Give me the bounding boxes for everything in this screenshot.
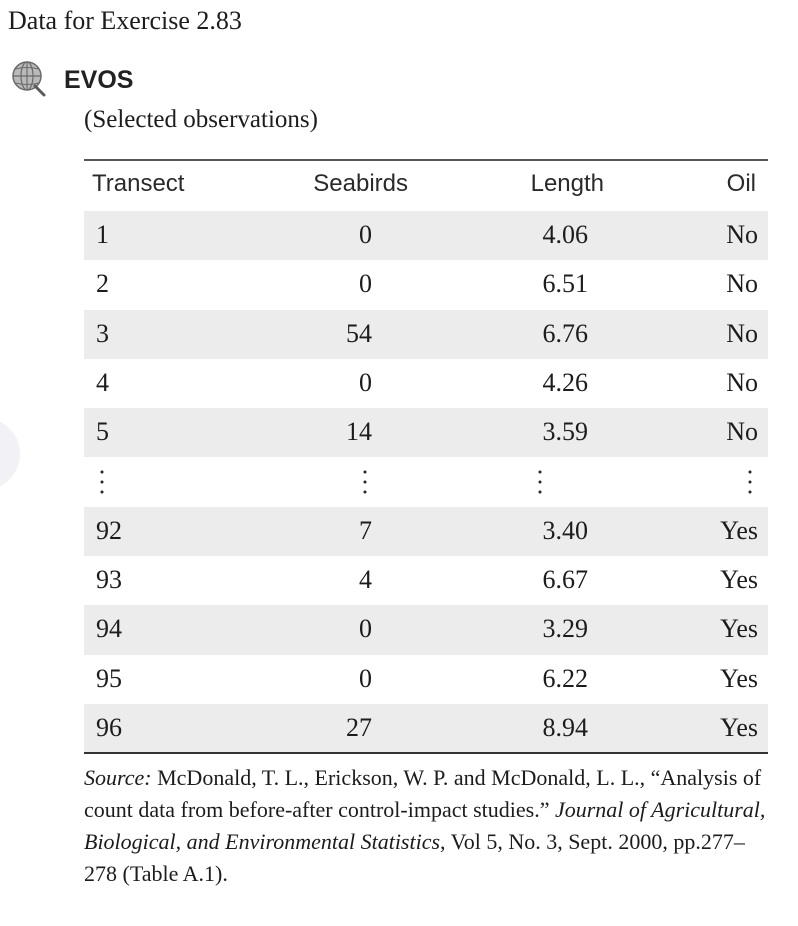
cell-oil: No [726,417,758,447]
table-row [84,704,768,753]
cell-length: 3.40 [542,515,588,545]
column-header-seabirds: Seabirds [313,170,408,197]
cell-oil: Yes [720,663,758,693]
table-row [84,556,768,605]
cell-length: 6.67 [542,565,588,595]
cell-transect: 3 [96,318,109,348]
exercise-heading: Data for Exercise 2.83 [8,6,242,35]
column-header-transect: Transect [92,170,185,197]
cell-seabirds: 0 [359,220,372,249]
cell-length: 6.51 [542,269,588,299]
cell-oil: No [726,367,758,397]
cell-seabirds: 54 [346,318,372,348]
vertical-ellipsis-icon [748,467,752,497]
cell-length: 3.29 [542,614,588,644]
source-authors: McDonald, T. L., Erickson, W. P. and McDonald, L. L., “Analysis of count data from before-after control-impact studies.” [84,765,762,822]
cell-oil: No [726,220,758,249]
cell-transect: 92 [96,515,122,545]
table-row [84,359,768,408]
background-circle [0,418,20,490]
cell-oil: Yes [720,712,758,742]
source-journal: Journal of Agricultural, Biological, and Environmental Statistics [84,797,766,854]
vertical-ellipsis-icon [538,467,542,497]
table-row [84,211,768,260]
cell-oil: Yes [720,565,758,595]
cell-transect: 4 [96,367,109,397]
table-row [84,310,768,359]
source-note [84,762,774,890]
cell-length: 4.26 [542,367,588,397]
table-row [84,605,768,654]
table-header-row [84,162,768,210]
cell-transect: 2 [96,269,109,299]
dataset-subtitle: (Selected observations) [84,106,318,133]
table-body [84,211,768,753]
table-row [84,507,768,556]
table-row [84,655,768,704]
cell-seabirds: 14 [346,417,372,447]
source-details: , Vol 5, No. 3, Sept. 2000, pp.277–278 (Table A.1). [84,829,745,886]
vertical-ellipsis-icon [363,467,367,497]
cell-length: 6.76 [542,318,588,348]
cell-transect: 94 [96,614,122,644]
table-row [84,260,768,309]
dataset-name: EVOS [64,66,134,94]
cell-seabirds: 0 [359,367,372,397]
cell-seabirds: 0 [359,614,372,644]
ellipsis-row [84,457,768,506]
cell-seabirds: 7 [359,515,372,545]
column-header-length: Length [530,170,604,197]
cell-seabirds: 27 [346,712,372,742]
table-bottom-rule [84,752,768,754]
cell-oil: Yes [720,515,758,545]
table-top-rule [84,159,768,161]
column-header-oil: Oil [726,170,756,197]
cell-seabirds: 0 [359,269,372,299]
cell-transect: 93 [96,565,122,595]
cell-transect: 1 [96,220,109,249]
globe-icon [8,58,48,98]
cell-oil: No [726,318,758,348]
vertical-ellipsis-icon [100,467,104,497]
cell-transect: 96 [96,712,122,742]
cell-seabirds: 4 [359,565,372,595]
cell-transect: 5 [96,417,109,447]
cell-length: 6.22 [542,663,588,693]
cell-oil: Yes [720,614,758,644]
table-row [84,408,768,457]
source-label: Source: [84,765,152,790]
cell-length: 4.06 [542,220,588,249]
cell-transect: 95 [96,663,122,693]
cell-seabirds: 0 [359,663,372,693]
cell-length: 3.59 [542,417,588,447]
cell-oil: No [726,269,758,299]
cell-length: 8.94 [542,712,588,742]
